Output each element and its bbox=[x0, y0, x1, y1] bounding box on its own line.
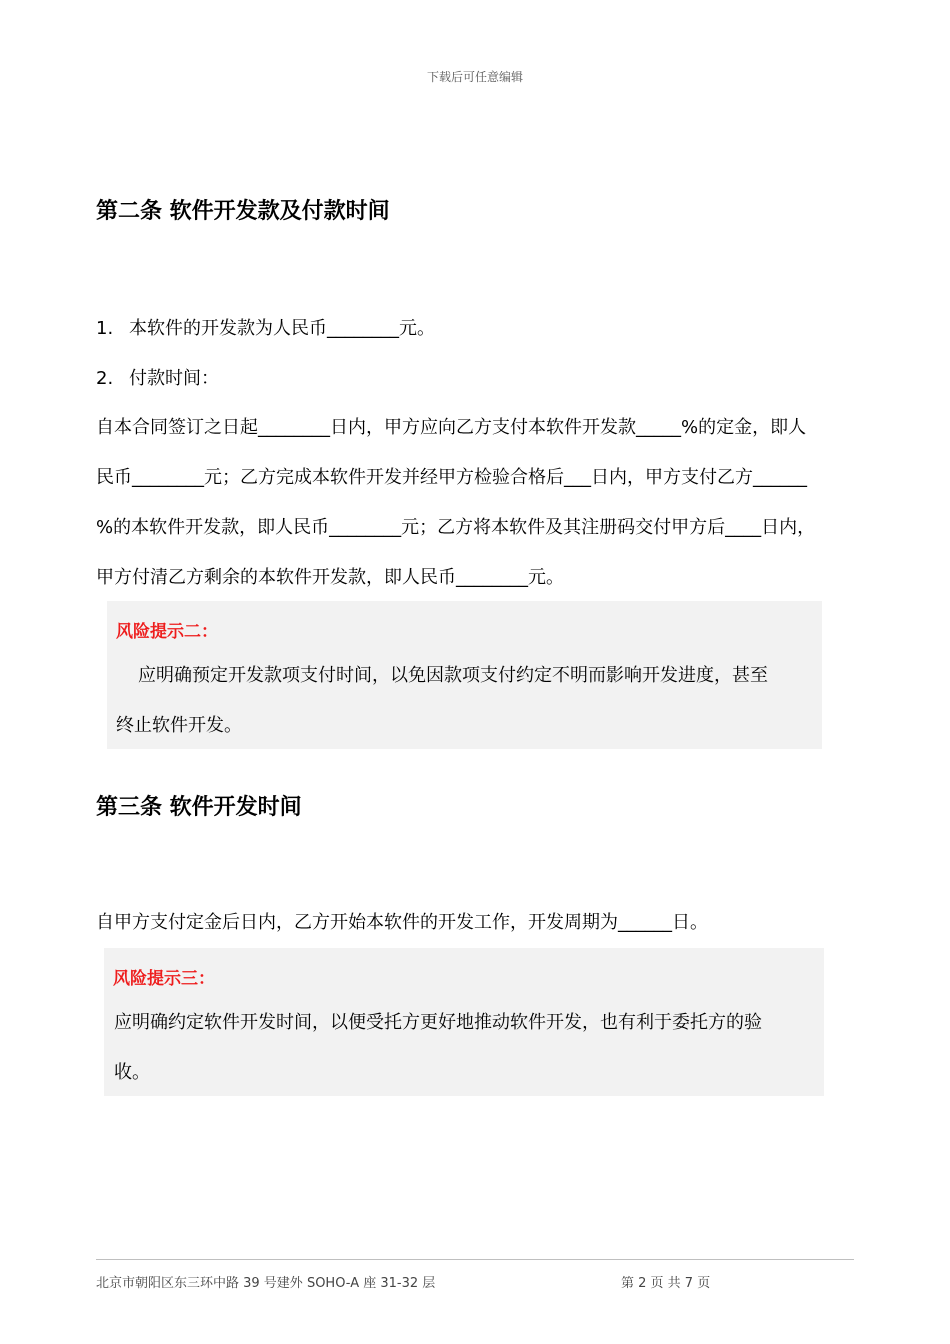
payment-paragraph-line: 民币________元；乙方完成本软件开发并经甲方检验合格后___日内，甲方支付乙方______ bbox=[96, 467, 807, 488]
payment-paragraph-line: %的本软件开发款，即人民币________元；乙方将本软件及其注册码交付甲方后____日内， bbox=[96, 517, 816, 538]
article-2-heading: 第二条 软件开发款及付款时间 bbox=[96, 199, 390, 224]
list-item-number: 1. bbox=[96, 318, 114, 339]
risk-notice-line: 应明确约定软件开发时间，以便受托方更好地推动软件开发，也有利于委托方的验 bbox=[114, 1012, 762, 1033]
risk-notice-title: 风险提示二： bbox=[116, 622, 218, 642]
footer-page-number: 第 2 页 共 7 页 bbox=[621, 1276, 711, 1291]
footer-address: 北京市朝阳区东三环中路 39 号建外 SOHO-A 座 31-32 层 bbox=[96, 1276, 436, 1291]
risk-notice-line: 终止软件开发。 bbox=[116, 715, 242, 736]
risk-notice-box bbox=[107, 601, 822, 749]
risk-notice-line: 收。 bbox=[114, 1062, 150, 1083]
list-item-text: 付款时间： bbox=[129, 368, 219, 389]
risk-notice-box bbox=[104, 948, 824, 1096]
risk-notice-line: 应明确预定开发款项支付时间，以免因款项支付约定不明而影响开发进度，甚至 bbox=[138, 665, 768, 686]
list-item bbox=[96, 317, 435, 341]
payment-paragraph-line: 甲方付清乙方剩余的本软件开发款，即人民币________元。 bbox=[96, 567, 564, 588]
risk-notice-title: 风险提示三： bbox=[113, 969, 215, 989]
payment-paragraph-line: 自本合同签订之日起________日内，甲方应向乙方支付本软件开发款_____%的定金，即人 bbox=[96, 417, 807, 438]
list-item-number: 2. bbox=[96, 368, 114, 389]
list-item bbox=[96, 367, 219, 391]
footer-divider bbox=[96, 1259, 854, 1260]
list-item-text: 本软件的开发款为人民币________元。 bbox=[129, 318, 435, 339]
page-header-note: 下载后可任意编辑 bbox=[426, 70, 523, 84]
schedule-paragraph: 自甲方支付定金后日内，乙方开始本软件的开发工作，开发周期为______日。 bbox=[96, 912, 708, 933]
article-3-heading: 第三条 软件开发时间 bbox=[96, 795, 302, 820]
